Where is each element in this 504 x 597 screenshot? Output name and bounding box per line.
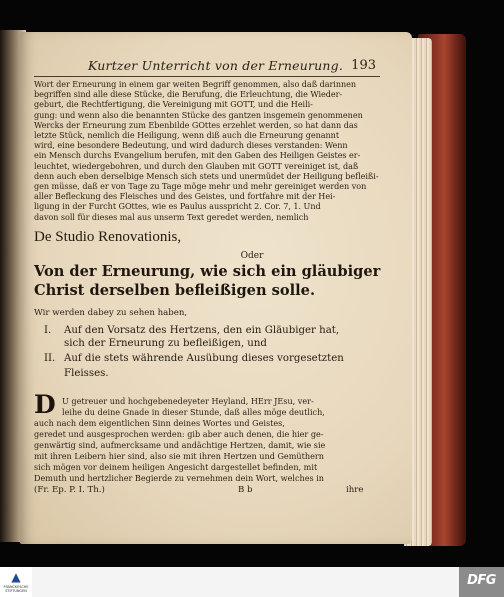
text-line: ein Mensch durchs Evangelium berufen, mit den Gaben des Heiligen Geistes er- — [34, 150, 361, 161]
latin-title: De Studio Renovationis, — [34, 229, 182, 245]
item-text-line: sich der Erneurung zu befleißigen, und — [64, 338, 267, 349]
dfg-logo-text: DFG — [467, 573, 496, 588]
text-line: leihe du deine Gnade in dieser Stunde, daß alles möge deutlich, — [62, 407, 325, 417]
item-text-line: Fleisses. — [64, 368, 109, 379]
footer-reference: (Fr. Ep. P. I. Th.) — [34, 485, 105, 495]
text-line: Wort der Erneurung in einem gar weiten Begriff genommen, also daß darinnen — [34, 79, 357, 89]
item-text-line: Auf den Vorsatz des Hertzens, den ein Gläubiger hat, — [64, 325, 340, 336]
text-line: geredet und ausgesprochen werden: gib aber auch denen, die hier ge- — [34, 429, 324, 439]
text-line: wird, eine besondere Bedeutung, und wird dadurch dieses verstanden: Wenn — [34, 140, 348, 151]
text-line: letzte Stück, nemlich die Heiligung, wenn diß auch die Erneurung genannt — [34, 130, 340, 141]
text-line: U getreuer und hochgebenedeyeter Heyland, HErr JEsu, ver- — [62, 396, 314, 406]
catchword: ihre — [346, 485, 364, 495]
text-line: Demuth und hertzlicher Begierde zu vernehmen dein Wort, welches in — [34, 473, 325, 483]
text-line: ligung in der Furcht GOttes, wie es Paulus ausspricht 2. Cor. 7, 1. Und — [34, 201, 321, 212]
text-line: sich mögen vor deinem heiligen Angesicht dargestellet befinden, mit — [34, 462, 318, 472]
item-number: I. — [44, 325, 52, 336]
intro-line: Wir werden dabey zu sehen haben, — [34, 308, 188, 318]
main-title-line-2: Christ derselben befleißigen solle. — [34, 282, 316, 299]
logo-text-line: FRANCKESCHE — [3, 585, 29, 589]
text-line: leuchtet, wiedergebohren, und durch den Glauben mit GOTT vereiniget ist, daß — [34, 160, 359, 171]
viewer-bottom-bar — [0, 567, 504, 597]
text-line: gen müsse, daß er von Tage zu Tage möge mehr und mehr gereiniget werden von — [34, 181, 367, 192]
page-number: 193 — [351, 58, 376, 73]
text-line: denn auch eben derselbige Mensch sich stets und unermüdet der Heiligung befleißi- — [34, 170, 379, 181]
text-line: auch nach dem eigentlichen Sinn deines Wortes und Geistes, — [34, 418, 285, 428]
text-line: aller Befleckung des Fleisches und des Geistes, und fortfahre mit der Hei- — [34, 191, 336, 202]
logo-text-line: STIFTUNGEN — [5, 589, 27, 593]
text-line: begriffen sind alle diese Stücke, die Berufung, die Erleuchtung, die Wieder- — [34, 89, 343, 100]
decorated-initial: D — [34, 390, 56, 419]
running-header — [34, 58, 380, 77]
text-line: gung: und wenn also die benannten Stücke des gantzen insgemein genommenen — [34, 109, 363, 120]
text-line: mit ihren Leibern hier sind, also sie mit ihren Hertzen und Gemüthern — [34, 451, 324, 461]
oder-label: Oder — [240, 251, 264, 261]
item-text-line: Auf die stets währende Ausübung dieses vorgesetzten — [64, 353, 344, 364]
building-icon: ▲ — [11, 570, 21, 584]
text-line: geburt, die Rechtfertigung, die Vereinigung mit GOTT, und die Heili- — [34, 99, 313, 110]
text-line: davon soll für dieses mal aus unserm Text geredet werden, nemlich — [34, 211, 309, 222]
signature-mark: B b — [238, 485, 253, 495]
header-title: Kurtzer Unterricht von der Erneurung. — [88, 58, 344, 73]
text-line: genwärtig sind, aufmercksame und andächtige Hertzen, damit, wie sie — [34, 440, 326, 450]
item-number: II. — [44, 353, 56, 364]
paragraph-renovation-definition — [34, 79, 380, 222]
text-line: Wercks der Erneurung zum Ebenbilde GOttes erzehlet werden, so hat dann das — [34, 119, 358, 130]
main-title-line-1: Von der Erneurung, wie sich ein gläubiger — [34, 263, 381, 280]
